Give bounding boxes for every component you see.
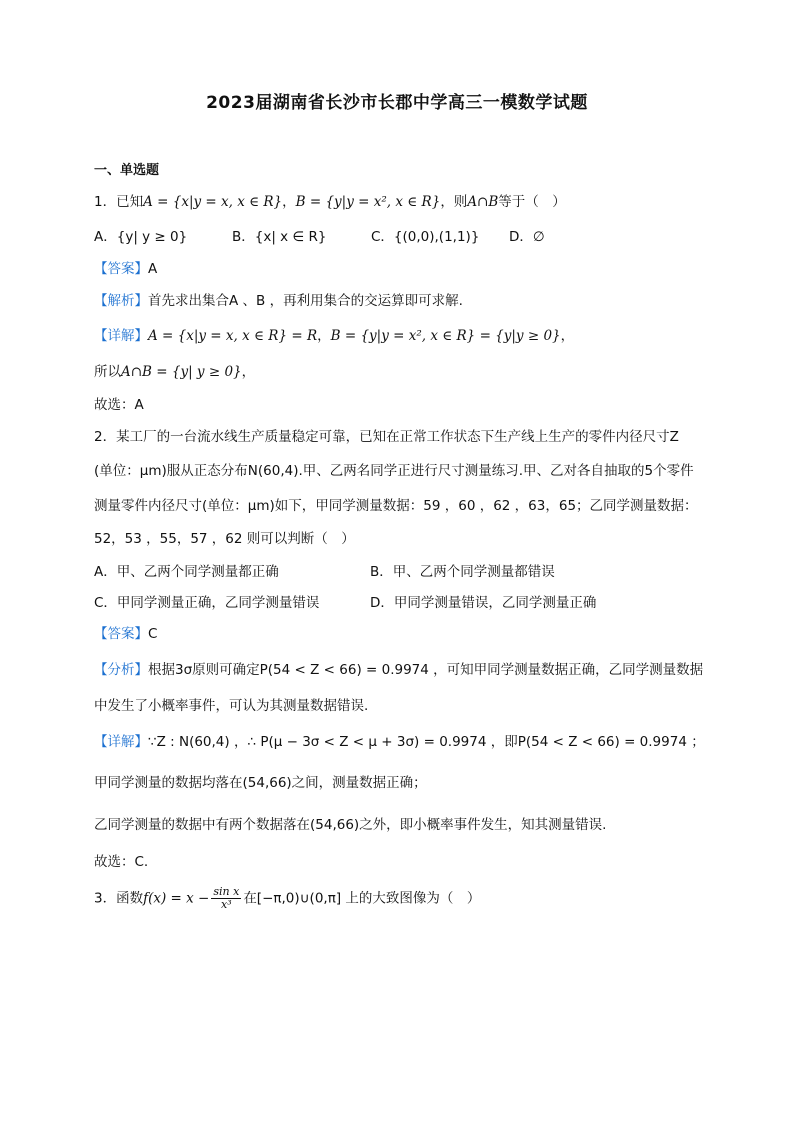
q2-stem-line4: 52，53 ，55，57 ，62 则可以判断（ ） <box>94 531 355 547</box>
q1-option-b: B．{x| x ∈ R} <box>232 229 327 245</box>
answer-tag: 【答案】 <box>94 261 148 277</box>
q2-detail-line3: 乙同学测量的数据中有两个数据落在(54,66)之外，即小概率事件发生，知其测量错误. <box>94 817 607 833</box>
q2-analysis-text1: 根据3σ原则可确定P(54 < Z < 66) = 0.9974 ，可知甲同学测量数据正确，乙同学测量数据 <box>148 662 704 678</box>
q1-answer <box>94 260 157 278</box>
q1-option-d: D．∅ <box>509 229 545 245</box>
q1-stem <box>94 193 566 211</box>
q2-option-b: B．甲、乙两个同学测量都错误 <box>370 564 555 580</box>
q1-so-prefix: 所以 <box>94 364 121 380</box>
q2-answer <box>94 625 157 643</box>
q1-detail-end: ， <box>560 328 575 344</box>
q1-intersection: A∩B <box>467 194 499 210</box>
q2-option-c: C．甲同学测量正确，乙同学测量错误 <box>94 595 320 611</box>
answer-tag: 【答案】 <box>94 626 148 642</box>
q1-option-c: C．{(0,0),(1,1)} <box>371 229 480 245</box>
q1-stem-suffix: ，则 <box>440 194 468 210</box>
q1-so-expr: A∩B = {y| y ≥ 0} <box>121 364 242 380</box>
q1-stem-prefix: 1．已知 <box>94 194 144 210</box>
q1-conclusion <box>94 363 255 381</box>
q2-analysis-line1 <box>94 661 703 679</box>
q2-analysis-line2: 中发生了小概率事件，可认为其测量数据错误. <box>94 698 369 714</box>
q2-option-a: A．甲、乙两个同学测量都正确 <box>94 564 279 580</box>
q1-option-a: A．{y| y ≥ 0} <box>94 229 188 245</box>
detail-tag: 【详解】 <box>94 734 148 750</box>
q2-choose: 故选：C. <box>94 854 149 870</box>
q1-detail <box>94 327 574 345</box>
q3-domain: 在[−π,0)∪(0,π] <box>243 890 342 907</box>
q1-so-end: ， <box>241 364 256 380</box>
q3-fraction <box>211 886 241 911</box>
section-heading: 一、单选题 <box>94 163 160 178</box>
q2-stem-line2: (单位：μm)服从正态分布N(60,4).甲、乙两名同学正进行尺寸测量练习.甲、乙对各自抽取的5个零件 <box>94 463 694 479</box>
q1-analysis-text: 首先求出集合A 、B ，再利用集合的交运算即可求解. <box>148 293 463 309</box>
q3-stem <box>94 886 480 911</box>
q2-detail-line1 <box>94 733 705 751</box>
q2-option-d: D．甲同学测量错误，乙同学测量正确 <box>370 595 597 611</box>
q1-stem-mid: ， <box>282 194 296 210</box>
q1-answer-value: A <box>148 261 158 277</box>
q3-suffix: 上的大致图像为（ ） <box>345 890 481 907</box>
detail-tag: 【详解】 <box>94 328 148 344</box>
q3-frac-numerator: sin x <box>213 885 240 898</box>
q2-answer-value: C <box>148 626 158 642</box>
q2-detail-text1: ∵Z : N(60,4) ，∴ P(μ − 3σ < Z < μ + 3σ) = 0.9974 ，即P(54 < Z < 66) = 0.9974 ； <box>148 734 705 750</box>
q2-stem-line3: 测量零件内径尺寸(单位：μm)如下，甲同学测量数据：59 ，60 ，62 ，63，65；乙同学测量数据： <box>94 498 698 514</box>
q1-detail-setA: A = {x|y = x, x ∈ R} = R <box>148 328 318 344</box>
q1-setA: A = {x|y = x, x ∈ R} <box>143 194 283 210</box>
q3-prefix: 3．函数 <box>94 890 144 907</box>
q2-detail-line2: 甲同学测量的数据均落在(54,66)之间，测量数据正确； <box>94 775 427 791</box>
analysis-tag: 【分析】 <box>94 662 148 678</box>
q1-analysis <box>94 292 463 310</box>
q1-stem-end: 等于（ ） <box>498 194 566 210</box>
page-title: 2023届湖南省长沙市长郡中学高三一模数学试题 <box>206 93 588 113</box>
q1-setB: B = {y|y = x², x ∈ R} <box>295 194 441 210</box>
q3-func-lhs: f(x) = x − <box>143 890 210 907</box>
q1-detail-setB: B = {y|y = x², x ∈ R} = {y|y ≥ 0} <box>330 328 561 344</box>
q1-choose: 故选：A <box>94 397 144 413</box>
q1-detail-sep: ， <box>317 328 331 344</box>
q2-stem-line1: 2．某工厂的一台流水线生产质量稳定可靠，已知在正常工作状态下生产线上生产的零件内径尺寸Z <box>94 429 679 445</box>
analysis-tag: 【解析】 <box>94 293 148 309</box>
q3-frac-denominator: x³ <box>221 898 232 911</box>
